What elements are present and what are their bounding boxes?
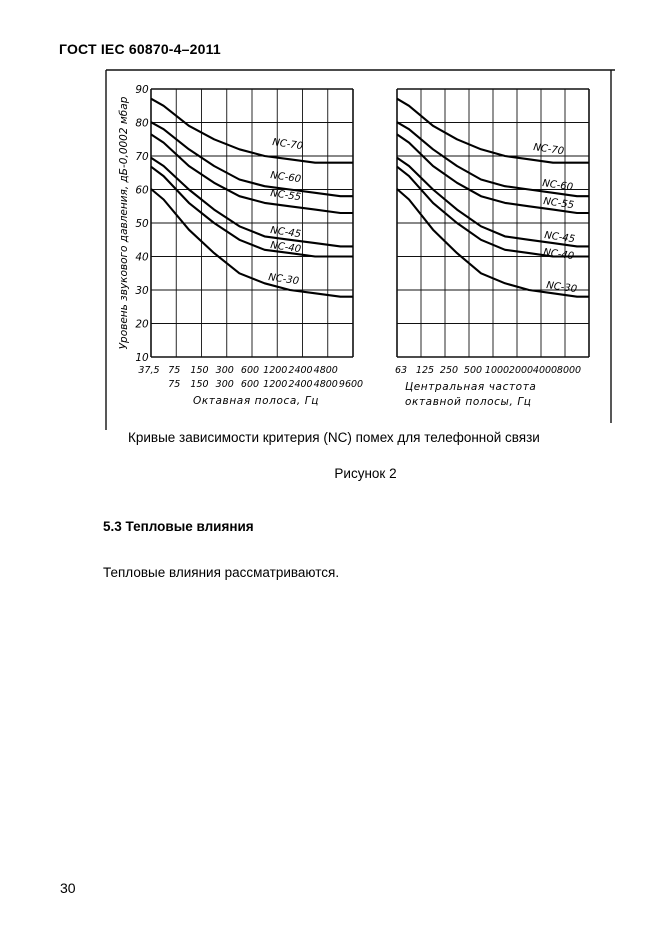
section-body-text: Тепловые влияния рассматриваются. [103, 565, 340, 580]
left-x-tick-high: 600 [240, 379, 260, 390]
left-x-tick-low: 300 [215, 365, 234, 376]
left-x-tick-low: 600 [240, 365, 260, 376]
page-number: 30 [60, 880, 76, 896]
left-x-tick-low: 75 [168, 365, 181, 376]
right-x-tick: 8000 [556, 365, 582, 376]
left-curve-label-nc-70: NC-70 [271, 137, 304, 153]
left-x-tick-low: 2400 [288, 365, 313, 376]
left-x-tick-high: 300 [215, 379, 234, 390]
right-x-tick: 2000 [508, 365, 534, 376]
right-chart [395, 89, 589, 408]
left-curve-label-nc-60: NC-60 [269, 170, 302, 186]
left-y-tick: 80 [135, 117, 149, 130]
left-x-axis-label: Октавная полоса, Гц [192, 395, 320, 407]
right-x-tick: 63 [394, 365, 408, 376]
left-y-tick: 40 [135, 251, 149, 264]
left-y-tick: 10 [135, 352, 149, 364]
left-y-axis-label: Уровень звукового давления, дБ-0,0002 мбар [118, 96, 130, 350]
right-x-axis-label: Центральная частота октавной полосы, Гц [405, 381, 537, 408]
left-x-tick-low: 150 [190, 365, 209, 376]
left-y-tick: 50 [135, 218, 149, 230]
right-curve-label-nc-30: NC-30 [545, 280, 578, 296]
left-x-tick-high: 4800 [313, 379, 338, 390]
right-curve-label-nc-40: NC-40 [542, 247, 575, 263]
left-y-tick: 30 [135, 285, 149, 297]
left-y-tick: 90 [135, 84, 149, 96]
right-x-tick: 125 [415, 365, 435, 376]
right-x-tick: 250 [439, 365, 459, 376]
section-title: 5.3 Тепловые влияния [103, 519, 254, 534]
left-x-tick-high: 75 [168, 379, 181, 390]
figure-caption: Кривые зависимости критерия (NC) помех для телефонной связи [128, 430, 540, 445]
left-x-tick-high: 2400 [288, 379, 313, 390]
right-curve-label-nc-70: NC-70 [532, 142, 565, 158]
left-x-tick-low: 37,5 [138, 365, 160, 376]
left-y-tick: 60 [135, 184, 149, 197]
right-curve-label-nc-55: NC-55 [542, 196, 575, 212]
left-chart [118, 84, 363, 407]
left-x-tick-high: 150 [190, 379, 209, 390]
left-curve-label-nc-55: NC-55 [269, 188, 302, 204]
figure-label: Рисунок 2 [334, 466, 397, 481]
left-curve-label-nc-30: NC-30 [267, 272, 300, 288]
right-curve-label-nc-60: NC-60 [541, 178, 574, 194]
left-x-tick-low: 1200 [263, 365, 288, 376]
left-y-tick: 70 [135, 151, 149, 163]
left-y-tick: 20 [135, 318, 149, 331]
left-x-tick-high: 9600 [338, 379, 364, 390]
left-curve-label-nc-40: NC-40 [269, 240, 302, 256]
right-x-tick: 4000 [532, 365, 558, 376]
figure-frame [106, 70, 615, 430]
left-x-tick-low: 4800 [313, 365, 338, 376]
right-x-tick: 1000 [484, 365, 510, 376]
document-header: ГОСТ IEC 60870-4–2011 [59, 41, 221, 57]
nc-curves-chart [100, 68, 617, 430]
nc-curves-figure [100, 68, 617, 430]
right-x-tick: 500 [463, 365, 483, 376]
left-curve-label-nc-45: NC-45 [269, 225, 302, 241]
right-curve-label-nc-45: NC-45 [543, 230, 576, 246]
left-x-tick-high: 1200 [263, 379, 288, 390]
